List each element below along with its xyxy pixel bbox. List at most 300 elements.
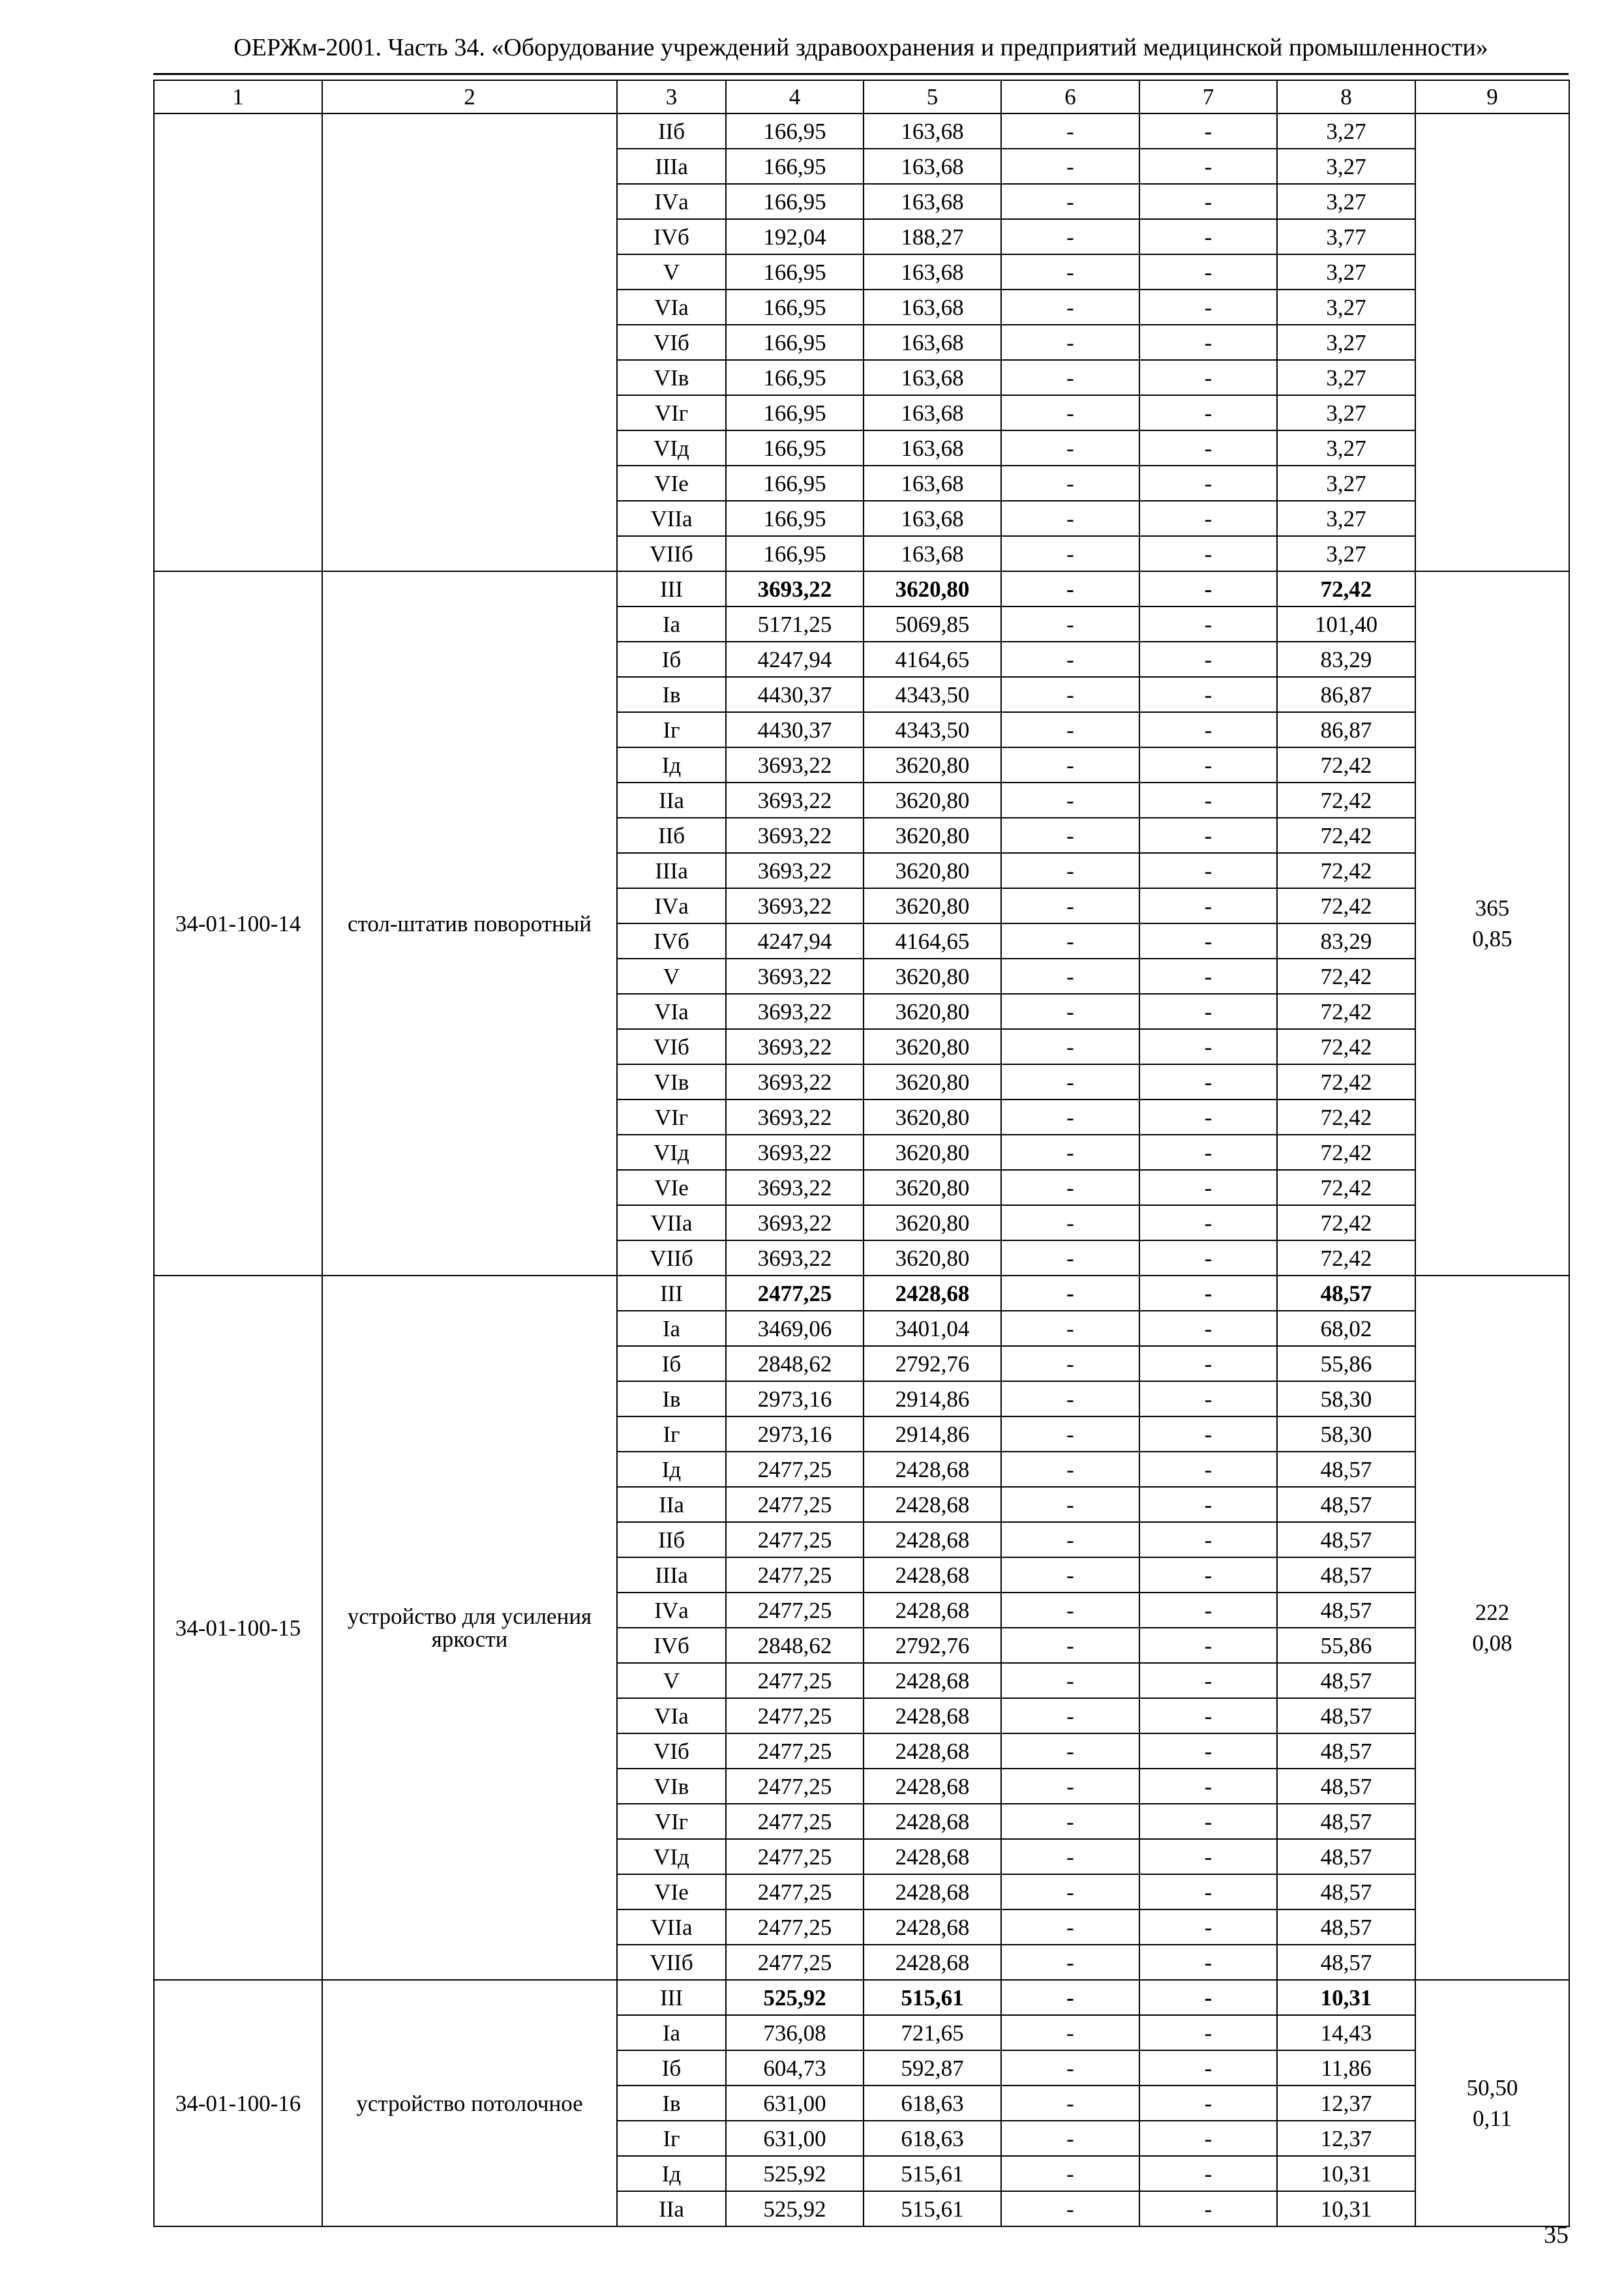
table-cell: 72,42 <box>1277 994 1415 1029</box>
table-cell: - <box>1139 1945 1277 1980</box>
table-cell: Iд <box>617 1452 726 1487</box>
table-cell: 48,57 <box>1277 1663 1415 1698</box>
table-cell: 721,65 <box>864 2015 1001 2050</box>
code-cell: 34-01-100-16 <box>154 1980 322 2226</box>
table-cell: 3,27 <box>1277 290 1415 325</box>
table-cell: - <box>1001 360 1139 395</box>
table-cell: 2477,25 <box>726 1522 864 1557</box>
table-cell: - <box>1001 1769 1139 1804</box>
table-cell: - <box>1001 571 1139 606</box>
table-cell: 4247,94 <box>726 923 864 959</box>
table-cell: V <box>617 254 726 290</box>
table-cell: 3693,22 <box>726 1100 864 1135</box>
table-cell: 58,30 <box>1277 1381 1415 1416</box>
col9-value: 222 <box>1475 1600 1510 1625</box>
table-cell: Iб <box>617 2050 726 2086</box>
table-cell: 592,87 <box>864 2050 1001 2086</box>
table-cell: 101,40 <box>1277 606 1415 642</box>
table-cell: 2477,25 <box>726 1698 864 1733</box>
table-cell: 72,42 <box>1277 818 1415 853</box>
table-cell: - <box>1001 1980 1139 2015</box>
table-cell: VIг <box>617 1804 726 1839</box>
table-cell: - <box>1001 1346 1139 1381</box>
table-cell: 3620,80 <box>864 571 1001 606</box>
table-cell: - <box>1139 1769 1277 1804</box>
table-cell: 2428,68 <box>864 1945 1001 1980</box>
table-cell: 2477,25 <box>726 1769 864 1804</box>
table-cell: - <box>1001 994 1139 1029</box>
table-cell: - <box>1139 818 1277 853</box>
table-cell: - <box>1001 1205 1139 1240</box>
table-cell: - <box>1139 1064 1277 1100</box>
table-cell: 72,42 <box>1277 1135 1415 1170</box>
table-cell: - <box>1139 113 1277 149</box>
table-cell: Iд <box>617 2156 726 2191</box>
table-cell: 48,57 <box>1277 1804 1415 1839</box>
table-cell: 2477,25 <box>726 1276 864 1311</box>
col9-cell <box>1415 1980 1569 2226</box>
table-cell: VIа <box>617 994 726 1029</box>
table-cell: 2428,68 <box>864 1593 1001 1628</box>
table-cell: 515,61 <box>864 2191 1001 2226</box>
table-cell: - <box>1001 1100 1139 1135</box>
table-cell: 163,68 <box>864 290 1001 325</box>
table-cell: 4343,50 <box>864 712 1001 747</box>
table-cell: - <box>1139 290 1277 325</box>
table-row <box>154 113 1569 149</box>
table-cell: V <box>617 959 726 994</box>
table-cell: III <box>617 571 726 606</box>
table-cell: 10,31 <box>1277 2156 1415 2191</box>
table-cell: 4430,37 <box>726 712 864 747</box>
table-row-main <box>154 571 1569 606</box>
table-cell: VIIа <box>617 501 726 536</box>
table-cell: - <box>1139 1909 1277 1945</box>
table-cell: IVб <box>617 923 726 959</box>
table-cell: 2428,68 <box>864 1522 1001 1557</box>
table-cell: Iб <box>617 1346 726 1381</box>
table-cell: IIа <box>617 783 726 818</box>
col9-value: 0,85 <box>1472 926 1512 951</box>
table-cell: - <box>1001 501 1139 536</box>
table-cell: IIа <box>617 1487 726 1522</box>
column-header: 1 <box>154 80 322 113</box>
table-cell: 72,42 <box>1277 853 1415 888</box>
table-cell: 166,95 <box>726 395 864 430</box>
table-cell: - <box>1139 501 1277 536</box>
table-cell: 72,42 <box>1277 888 1415 923</box>
table-cell: 3693,22 <box>726 747 864 783</box>
table-cell: - <box>1139 254 1277 290</box>
table-cell: 3620,80 <box>864 1029 1001 1064</box>
table-cell: - <box>1139 783 1277 818</box>
table-cell: Iг <box>617 712 726 747</box>
column-header: 5 <box>864 80 1001 113</box>
table-cell: - <box>1139 1663 1277 1698</box>
table-cell: - <box>1139 219 1277 254</box>
table-cell: VIг <box>617 1100 726 1135</box>
table-cell: VIв <box>617 1769 726 1804</box>
table-cell: - <box>1001 1593 1139 1628</box>
table-cell: - <box>1139 1452 1277 1487</box>
table-cell: 72,42 <box>1277 1100 1415 1135</box>
table-cell: - <box>1001 1839 1139 1874</box>
table-cell: 166,95 <box>726 149 864 184</box>
table-cell: - <box>1001 642 1139 677</box>
table-cell: - <box>1139 2121 1277 2156</box>
page-number: 35 <box>1544 2221 1569 2249</box>
table-cell: - <box>1139 1874 1277 1909</box>
table-cell: - <box>1001 290 1139 325</box>
table-cell: - <box>1001 959 1139 994</box>
table-cell: 3,27 <box>1277 501 1415 536</box>
table-cell: - <box>1001 888 1139 923</box>
table-cell: - <box>1001 1135 1139 1170</box>
table-cell: - <box>1001 254 1139 290</box>
table-cell: 3,27 <box>1277 360 1415 395</box>
table-cell: 3620,80 <box>864 959 1001 994</box>
table-cell: 525,92 <box>726 2156 864 2191</box>
table-cell: 2914,86 <box>864 1416 1001 1452</box>
table-cell: 3401,04 <box>864 1311 1001 1346</box>
table-cell: 618,63 <box>864 2086 1001 2121</box>
table-cell: Iд <box>617 747 726 783</box>
table-cell: 3469,06 <box>726 1311 864 1346</box>
table-cell: 166,95 <box>726 466 864 501</box>
table-cell: Iв <box>617 677 726 712</box>
table-cell: 166,95 <box>726 290 864 325</box>
table-cell: 4343,50 <box>864 677 1001 712</box>
table-cell: 3,27 <box>1277 149 1415 184</box>
table-cell: 72,42 <box>1277 1029 1415 1064</box>
table-cell: VIа <box>617 290 726 325</box>
table-cell: Iа <box>617 1311 726 1346</box>
table-cell: - <box>1001 1663 1139 1698</box>
table-cell: 4164,65 <box>864 642 1001 677</box>
table-cell: - <box>1139 2156 1277 2191</box>
table-cell: VIд <box>617 1839 726 1874</box>
table-cell: 2428,68 <box>864 1804 1001 1839</box>
table-body <box>154 113 1569 2226</box>
table-cell: VIе <box>617 1874 726 1909</box>
table-cell: 3620,80 <box>864 853 1001 888</box>
col9-value: 0,11 <box>1473 2106 1512 2131</box>
table-cell: 163,68 <box>864 113 1001 149</box>
table-cell: 72,42 <box>1277 1205 1415 1240</box>
table-cell: 3620,80 <box>864 818 1001 853</box>
table-cell: 5171,25 <box>726 606 864 642</box>
table-cell: - <box>1139 1839 1277 1874</box>
table-cell: IVа <box>617 184 726 219</box>
table-cell: 5069,85 <box>864 606 1001 642</box>
table-cell: IVб <box>617 219 726 254</box>
table-cell: 2477,25 <box>726 1874 864 1909</box>
column-number-row <box>154 80 1569 113</box>
column-header: 2 <box>322 80 617 113</box>
table-cell: 163,68 <box>864 149 1001 184</box>
table-cell: 3620,80 <box>864 994 1001 1029</box>
table-cell: - <box>1139 2050 1277 2086</box>
table-cell: VIб <box>617 325 726 360</box>
table-cell: - <box>1001 1452 1139 1487</box>
table-cell: - <box>1001 536 1139 571</box>
col9-cell <box>1415 113 1569 571</box>
table-cell: 48,57 <box>1277 1593 1415 1628</box>
table-cell: 2428,68 <box>864 1276 1001 1311</box>
table-cell: VIIб <box>617 536 726 571</box>
table-cell: - <box>1001 325 1139 360</box>
table-cell: VIIа <box>617 1909 726 1945</box>
table-cell: 48,57 <box>1277 1698 1415 1733</box>
table-cell: - <box>1139 994 1277 1029</box>
table-cell: - <box>1139 642 1277 677</box>
table-cell: 3620,80 <box>864 888 1001 923</box>
table-cell: 163,68 <box>864 466 1001 501</box>
col9-value: 365 <box>1475 895 1510 921</box>
table-cell: - <box>1139 1557 1277 1593</box>
table-cell: 2848,62 <box>726 1628 864 1663</box>
table-cell: - <box>1001 712 1139 747</box>
table-cell: 3693,22 <box>726 1135 864 1170</box>
table-cell: 631,00 <box>726 2121 864 2156</box>
table-cell: VIв <box>617 360 726 395</box>
table-cell: 2973,16 <box>726 1416 864 1452</box>
table-cell: 166,95 <box>726 536 864 571</box>
table-cell: 48,57 <box>1277 1874 1415 1909</box>
table-cell: - <box>1139 677 1277 712</box>
table-cell: IIIа <box>617 149 726 184</box>
column-header: 6 <box>1001 80 1139 113</box>
table-cell: 2477,25 <box>726 1804 864 1839</box>
table-cell: - <box>1139 1522 1277 1557</box>
table-cell: VIб <box>617 1029 726 1064</box>
table-cell: 3,27 <box>1277 184 1415 219</box>
table-cell: - <box>1139 1100 1277 1135</box>
table-cell: 3693,22 <box>726 1240 864 1276</box>
table-cell: 2477,25 <box>726 1487 864 1522</box>
table-cell: VIд <box>617 430 726 466</box>
table-cell: 3620,80 <box>864 1170 1001 1205</box>
table-cell: 3,27 <box>1277 325 1415 360</box>
table-cell: 72,42 <box>1277 783 1415 818</box>
table-cell: 2428,68 <box>864 1698 1001 1733</box>
table-cell: - <box>1001 1945 1139 1980</box>
table-cell: - <box>1001 466 1139 501</box>
table-cell: 3693,22 <box>726 818 864 853</box>
table-cell: - <box>1001 1733 1139 1769</box>
table-cell: 163,68 <box>864 325 1001 360</box>
table-cell: 48,57 <box>1277 1557 1415 1593</box>
table-cell: - <box>1139 1240 1277 1276</box>
table-cell: 2428,68 <box>864 1557 1001 1593</box>
table-cell: 515,61 <box>864 2156 1001 2191</box>
table-cell: Iб <box>617 642 726 677</box>
table-cell: 2792,76 <box>864 1346 1001 1381</box>
table-cell: 3620,80 <box>864 1205 1001 1240</box>
table-cell: 3620,80 <box>864 1135 1001 1170</box>
table-cell: 515,61 <box>864 1980 1001 2015</box>
table-cell: 2428,68 <box>864 1769 1001 1804</box>
table-cell: - <box>1139 1170 1277 1205</box>
table-cell: Iв <box>617 2086 726 2121</box>
table-cell: 83,29 <box>1277 923 1415 959</box>
table-cell: - <box>1139 1733 1277 1769</box>
table-cell: - <box>1139 1593 1277 1628</box>
table-cell: IIб <box>617 113 726 149</box>
table-cell: - <box>1001 1698 1139 1733</box>
table-cell: - <box>1001 2050 1139 2086</box>
table-cell: 2477,25 <box>726 1839 864 1874</box>
table-cell: - <box>1139 747 1277 783</box>
table-cell: 3620,80 <box>864 783 1001 818</box>
table-cell: 736,08 <box>726 2015 864 2050</box>
table-cell: 3,27 <box>1277 536 1415 571</box>
table-cell: 3693,22 <box>726 1170 864 1205</box>
table-cell: 163,68 <box>864 184 1001 219</box>
table-cell: 3693,22 <box>726 1064 864 1100</box>
table-cell: 3,27 <box>1277 113 1415 149</box>
table-cell: 55,86 <box>1277 1628 1415 1663</box>
table-cell: 2477,25 <box>726 1557 864 1593</box>
table-cell: VIа <box>617 1698 726 1733</box>
table-cell: - <box>1001 1522 1139 1557</box>
table-cell: 2428,68 <box>864 1839 1001 1874</box>
document-header: ОЕРЖм-2001. Часть 34. «Оборудование учреждений здравоохранения и предприятий медицинской промышленности» <box>233 34 1488 61</box>
table-cell: 3693,22 <box>726 571 864 606</box>
table-cell: - <box>1139 1311 1277 1346</box>
table-cell: - <box>1001 2121 1139 2156</box>
table-cell: Iг <box>617 2121 726 2156</box>
table-cell: 48,57 <box>1277 1452 1415 1487</box>
table-cell: - <box>1001 1628 1139 1663</box>
table-cell: - <box>1001 818 1139 853</box>
table-cell: - <box>1139 606 1277 642</box>
table-cell: 11,86 <box>1277 2050 1415 2086</box>
table-cell: 192,04 <box>726 219 864 254</box>
table-cell: - <box>1139 1276 1277 1311</box>
table-cell: - <box>1001 747 1139 783</box>
column-header: 3 <box>617 80 726 113</box>
table-cell: - <box>1001 783 1139 818</box>
table-cell: IIIа <box>617 853 726 888</box>
code-cell <box>154 113 322 571</box>
name-cell: устройство для усиления яркости <box>322 1276 617 1980</box>
header-rule <box>153 73 1569 75</box>
table-cell: 3620,80 <box>864 747 1001 783</box>
table-cell: 86,87 <box>1277 712 1415 747</box>
table-cell: 3,27 <box>1277 395 1415 430</box>
table-cell: 618,63 <box>864 2121 1001 2156</box>
table-cell: - <box>1139 1205 1277 1240</box>
table-cell: - <box>1139 1416 1277 1452</box>
table-cell: - <box>1001 2191 1139 2226</box>
column-header: 9 <box>1415 80 1569 113</box>
table-cell: IIIа <box>617 1557 726 1593</box>
table-cell: III <box>617 1276 726 1311</box>
table-cell: - <box>1001 1170 1139 1205</box>
table-cell: VIIб <box>617 1945 726 1980</box>
table-cell: 48,57 <box>1277 1487 1415 1522</box>
table-cell: - <box>1001 853 1139 888</box>
table-cell: VIг <box>617 395 726 430</box>
table-cell: 58,30 <box>1277 1416 1415 1452</box>
table-cell: 68,02 <box>1277 1311 1415 1346</box>
table-cell: VIб <box>617 1733 726 1769</box>
table-cell: VIд <box>617 1135 726 1170</box>
table-cell: 163,68 <box>864 254 1001 290</box>
table-cell: V <box>617 1663 726 1698</box>
table-cell: VIIб <box>617 1240 726 1276</box>
table-cell: - <box>1001 1064 1139 1100</box>
table-cell: - <box>1001 923 1139 959</box>
col9-cell <box>1415 571 1569 1276</box>
table-cell: 166,95 <box>726 184 864 219</box>
table-cell: 2914,86 <box>864 1381 1001 1416</box>
table-cell: 2428,68 <box>864 1874 1001 1909</box>
table-cell: - <box>1001 1804 1139 1839</box>
code-cell: 34-01-100-14 <box>154 571 322 1276</box>
table-cell: 72,42 <box>1277 1064 1415 1100</box>
table-cell: 525,92 <box>726 2191 864 2226</box>
table-cell: 2973,16 <box>726 1381 864 1416</box>
table-cell: 12,37 <box>1277 2086 1415 2121</box>
table-cell: 2477,25 <box>726 1593 864 1628</box>
table-cell: - <box>1001 2086 1139 2121</box>
table-cell: - <box>1139 712 1277 747</box>
table-cell: - <box>1001 1557 1139 1593</box>
col9-value: 50,50 <box>1466 2075 1518 2101</box>
table-cell: 525,92 <box>726 1980 864 2015</box>
table-cell: 3620,80 <box>864 1100 1001 1135</box>
table-cell: - <box>1001 2156 1139 2191</box>
table-cell: 3693,22 <box>726 959 864 994</box>
table-cell: 48,57 <box>1277 1945 1415 1980</box>
table-cell: - <box>1139 536 1277 571</box>
table-cell: 2477,25 <box>726 1945 864 1980</box>
table-cell: - <box>1139 184 1277 219</box>
table-cell: 2477,25 <box>726 1663 864 1698</box>
table-cell: - <box>1001 430 1139 466</box>
table-cell: - <box>1001 1240 1139 1276</box>
table-cell: 72,42 <box>1277 959 1415 994</box>
table-cell: - <box>1139 360 1277 395</box>
table-cell: 163,68 <box>864 360 1001 395</box>
table-cell: 2477,25 <box>726 1452 864 1487</box>
table-cell: - <box>1139 325 1277 360</box>
table-cell: 4164,65 <box>864 923 1001 959</box>
table-cell: - <box>1001 149 1139 184</box>
table-cell: 3693,22 <box>726 1205 864 1240</box>
table-cell: - <box>1139 149 1277 184</box>
table-cell: 72,42 <box>1277 1240 1415 1276</box>
table-cell: 10,31 <box>1277 1980 1415 2015</box>
table-cell: - <box>1001 1381 1139 1416</box>
table-cell: - <box>1001 219 1139 254</box>
table-cell: 72,42 <box>1277 1170 1415 1205</box>
name-cell: стол-штатив поворотный <box>322 571 617 1276</box>
table-cell: - <box>1139 1487 1277 1522</box>
table-cell: 83,29 <box>1277 642 1415 677</box>
table-cell: - <box>1001 1487 1139 1522</box>
table-cell: 48,57 <box>1277 1909 1415 1945</box>
table-cell: - <box>1139 888 1277 923</box>
table-cell: 188,27 <box>864 219 1001 254</box>
table-cell: 2428,68 <box>864 1663 1001 1698</box>
table-cell: - <box>1001 113 1139 149</box>
table-cell: 163,68 <box>864 430 1001 466</box>
table-cell: 48,57 <box>1277 1769 1415 1804</box>
table-cell: 2428,68 <box>864 1452 1001 1487</box>
